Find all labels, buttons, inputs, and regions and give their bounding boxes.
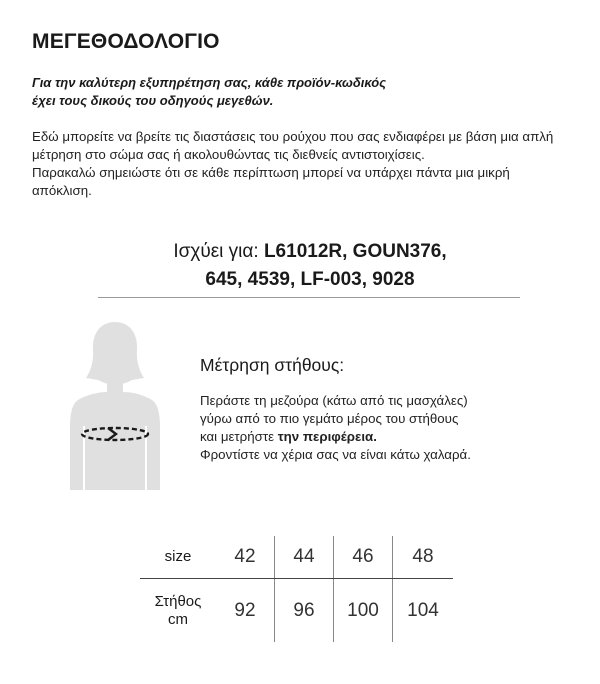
size-cell-48: 48 xyxy=(393,536,454,579)
description xyxy=(32,128,572,200)
page-title: ΜΕΓΕΘΟΔΟΛΟΓΙΟ xyxy=(32,30,220,53)
valid-for-codes-line-2: 645, 4539, LF-003, 9028 xyxy=(205,269,415,290)
size-label: size xyxy=(140,536,216,579)
woman-silhouette-chest-measure-icon xyxy=(60,318,170,490)
measurement-line-1: Περάστε τη μεζούρα (κάτω από τις μασχάλες) xyxy=(200,393,468,408)
intro-line-1: Για την καλύτερη εξυπηρέτηση σας, κάθε προϊόν-κωδικός xyxy=(32,75,387,90)
chest-cell-104: 104 xyxy=(393,579,454,643)
chest-label-line-1: Στήθος xyxy=(154,592,202,610)
valid-for-line-2 xyxy=(100,266,520,294)
valid-for-codes-line-1: L61012R, GOUN376, xyxy=(263,241,447,262)
chest-label xyxy=(140,579,216,643)
valid-for-line-1 xyxy=(100,238,520,266)
size-cell-44: 44 xyxy=(275,536,334,579)
divider xyxy=(98,297,520,298)
measurement-line-4: Φροντίστε να χέρια σας να είναι κάτω χαλαρά. xyxy=(200,447,471,462)
intro-line-2: έχει τους δικούς του οδηγούς μεγεθών. xyxy=(32,93,274,108)
measurement-line-2: γύρω από το πιο γεμάτο μέρος του στήθους xyxy=(200,411,459,426)
size-cell-46: 46 xyxy=(334,536,393,579)
measurement-line-3 xyxy=(200,428,550,446)
description-paragraph-2: Παρακαλώ σημειώστε ότι σε κάθε περίπτωση μπορεί να υπάρχει πάντα μια μικρή απόκλιση. xyxy=(32,165,510,198)
chest-cell-100: 100 xyxy=(334,579,393,643)
valid-for-codes xyxy=(100,238,520,294)
chest-row xyxy=(140,579,453,643)
measurement-instructions xyxy=(200,392,550,464)
measurement-title: Μέτρηση στήθους: xyxy=(200,355,345,375)
measurement-line-3-bold: την περιφέρεια. xyxy=(277,429,377,444)
chest-label-line-2: cm xyxy=(168,610,188,628)
chest-cell-96: 96 xyxy=(275,579,334,643)
size-cell-42: 42 xyxy=(216,536,275,579)
valid-for-prefix: Ισχύει για: xyxy=(173,241,264,262)
size-row xyxy=(140,536,453,579)
size-table xyxy=(140,536,453,642)
intro-text xyxy=(32,74,572,110)
description-paragraph-1: Εδώ μπορείτε να βρείτε τις διαστάσεις του ρούχου που σας ενδιαφέρει με βάση μια απλή μέτρηση στο σώμα σας ή ακολουθώντας τις διεθνείς αντιστοιχίσεις. xyxy=(32,129,554,162)
chest-cell-92: 92 xyxy=(234,599,256,621)
measurement-line-3-prefix: και μετρήστε xyxy=(200,429,278,444)
